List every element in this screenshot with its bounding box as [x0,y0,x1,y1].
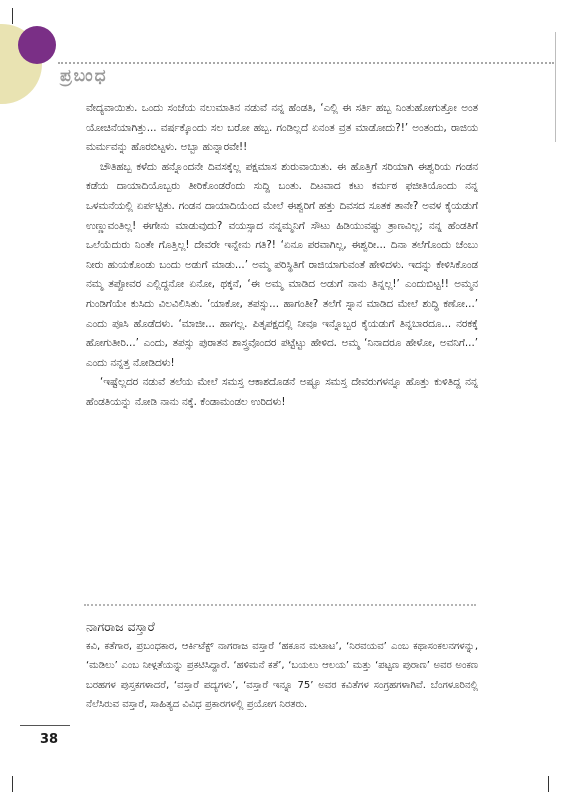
crop-mark [548,776,549,792]
article-body [86,99,478,413]
crop-mark [12,8,13,24]
author-bio: ಕವಿ, ಕತೆಗಾರ, ಪ್ರಬಂಧಕಾರ, ಆರ್ಕಿಟೆಕ್ಟ್ ನಾಗರಾಜ ವಸ್ತಾರೆ ‘ಹಕೂನ ಮಟಾಟ’, ‘ನಿರವಯವ’ ಎಂಬ ಕಥಾಸಂಕಲನಗಳನ್ನು, ‘ಮಡಿಲು’ ಎಂಬ ನೀಳ್ಗತೆಯನ್ನು ಪ್ರಕಟಿಸಿದ್ದಾರೆ. ‘ಹಳಿಮನೆ ಕತೆ’, ‘ಬಯಲು ಆಲಯ’ ಮತ್ತು ‘ಪಟ್ಟಣ ಪುರಾಣ’ ಅವರ ಅಂಕಣ ಬರಹಗಳ ಪುಸ್ತಕಗಳಾದರೆ, ‘ವಸ್ತಾರೆ ಪದ್ಯಗಳು’, ‘ವಸ್ತಾರೆ ಇನ್ನೂ 75’ ಅವರ ಕವಿತೆಗಳ ಸಂಗ್ರಹಗಳಾಗಿವೆ. ಬೆಂಗಳೂರಿನಲ್ಲಿ ನೆಲೆಸಿರುವ ವಸ್ತಾರೆ, ಸಾಹಿತ್ಯದ ವಿವಿಧ ಪ್ರಕಾರಗಳಲ್ಲಿ ಪ್ರಯೋಗ ನಿರತರು. [86,641,478,711]
paragraph: ‘ಇಷ್ಟೆಲ್ಲದರ ನಡುವೆ ತಲೆಯ ಮೇಲೆ ಸಮಸ್ತ ಆಕಾಶದೊಡನೆ ಅಷ್ಟೂ ಸಮಸ್ತ ದೇವರುಗಳನ್ನೂ ಹೊತ್ತು ಕುಳಿತಿದ್ದ ನನ್ನ ಹೆಂಡತಿಯನ್ನು ನೋಡಿ ನಾನು ನಕ್ಕೆ. ಕೆಂಡಾಮಂಡಲ ಉರಿದಳು! [86,376,478,408]
crop-mark [12,776,13,792]
page-number-rule [20,725,70,726]
header-dotted-rule [58,62,554,64]
section-divider [84,604,476,606]
right-margin-rule [555,32,556,142]
author-name: ನಾಗರಾಜ ವಸ್ತಾರೆ [86,619,155,634]
page-number: 38 [40,732,59,747]
paragraph: ವೇದ್ಯವಾಯಿತು. ಒಂದು ಸಂಜೆಯ ನಲುಮಾತಿನ ನಡುವೆ ನನ್ನ ಹೆಂಡತಿ, ‘ಎಲ್ಲಿ ಈ ಸರ್ತಿ ಹಬ್ಬ ನಿಂತುಹೋಗುತ್ತೋ ಅಂತ ಯೋಚಿನೆಯಾಗಿತ್ತು... ವರ್ಷಕ್ಕೊಂದು ಸಲ ಬರೋ ಹಬ್ಬ. ಗಂಡಿಲ್ಲದೆ ಏನಂತ ವ್ರತ ಮಾಡೋದು?!’ ಅಂತಂದು, ರಾಜಿಯ ಮರ್ಮವನ್ನು ಹೊರಬಿಟ್ಟಳು. ಅಬ್ಬಾ ಹುನ್ನಾರವೇ!! [86,102,478,154]
paragraph: ಚೌತಿಹಬ್ಬ ಕಳೆದು ಹನ್ನೊಂದನೇ ದಿವಸಕ್ಕೆಲ್ಲ ಪಕ್ಷಮಾಸ ಶುರುವಾಯಿತು. ಈ ಹೊತ್ತಿಗೆ ಸರಿಯಾಗಿ ಈಶ್ವರಿಯ ಗಂಡನ ಕಡೆಯ ದಾಯಾದಿಯೊಬ್ಬರು ತೀರಿಕೊಂಡರೆಂದು ಸುದ್ದಿ ಬಂತು. ದಿಟವಾದ ಕಟು ಕರ್ಮಠ ಫಜೀತಿಯೊಂದು ನನ್ನ ಒಳಮನೆಯಲ್ಲಿ ಏರ್ಪಟ್ಟಿತು. ಗಂಡನ ದಾಯಾದಿಯೆಂದ ಮೇಲೆ ಈಶ್ವರಿಗೆ ಹತ್ತು ದಿವಸದ ಸೂತಕ ತಾನೇ? ಅವಳ ಕೈಯಡುಗೆ ಉಣ್ಣುವಂತಿಲ್ಲ! ಈಗೇನು ಮಾಡುವುದು? ವಯಸ್ಸಾದ ನನ್ನಮ್ಮನಿಗೆ ಸೌಟು ಹಿಡಿಯುವಷ್ಟು ತ್ರಾಣವಿಲ್ಲ; ನನ್ನ ಹೆಂಡತಿಗೆ ಒಲೆಯೆದುರು ನಿಂತೇ ಗೊತ್ತಿಲ್ಲ! ದೇವರೇ ಇನ್ನೇನು ಗತಿ?! ‘ಏನೂ ಪರವಾಗಿಲ್ಲ, ಈಶ್ವರೀ... ದಿನಾ ತಲೆಗೊಂದು ಚೆಂಬು ನೀರು ಹುಯಕೊಂಡು ಬಂದು ಅಡುಗೆ ಮಾಡು...’ ಅಮ್ಮ ಪರಿಸ್ಥಿತಿಗೆ ರಾಜಿಯಾಗುವಂತೆ ಹೇಳಿದಳು. ಇದನ್ನು ಕೇಳಿಸಿಕೊಂಡ ನಮ್ಮ ತಪ್ಪೋವರ ಎಲ್ಲಿದ್ದನೋ ಏನೋ, ಥಕ್ಕನೆ, ‘ಈ ಅಮ್ಮ ಮಾಡಿದ ಅಡುಗೆ ನಾನು ತಿನ್ನಲ್ಲ!’ ಎಂದುಬಿಟ್ಟ!! ಅಮ್ಮನ ಗುಂಡಿಗೆಯೇ ಕುಸಿದು ವಿಲವಿಲಿಸಿತು. ‘ಯಾಕೋ, ತಪಸ್ಸು... ಹಾಗಂತೀ? ತಲೆಗೆ ಸ್ನಾನ ಮಾಡಿದ ಮೇಲೆ ಶುದ್ಧಿ ಕಣೋ...’ ಎಂದು ಪೂಸಿ ಹೊಡೆದಳು. ‘ಮಾಜೀ... ಹಾಗಲ್ಲ. ಪಿತೃಪಕ್ಷದಲ್ಲಿ ನೀವೂ ಇನ್ನೊಬ್ಬರ ಕೈಯಡುಗೆ ತಿನ್ನಬಾರದೂ... ನರಕಕ್ಕೆ ಹೋಗುತೀರಿ...’ ಎಂದು, ತಪಸ್ಸು ಪುರಾತನ ಶಾಸ್ತ್ರವೊಂದರ ಪಟ್ಟೆಟ್ಟು ಹೇಳಿದ. ಅಮ್ಮ ‘ನಿನಾದರೂ ಹೇಳೋ, ಅವನಿಗೆ...’ ಎಂದು ನನ್ನತ್ತ ನೋಡಿದಳು! [86,160,478,369]
section-title: ಪ್ರಬಂಧ [60,66,108,86]
decorative-purple-circle [18,26,56,64]
